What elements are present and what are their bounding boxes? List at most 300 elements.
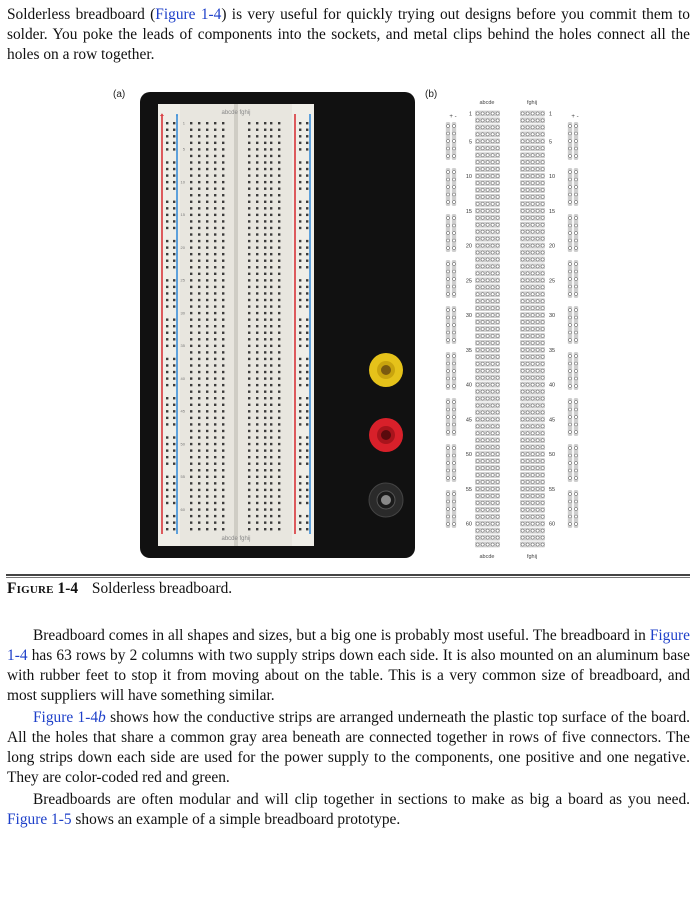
strip-hole — [521, 293, 524, 296]
breadboard-hole — [206, 279, 208, 281]
breadboard-hole — [270, 351, 272, 353]
p2-figure-suffix[interactable]: b — [98, 709, 106, 726]
breadboard-hole — [214, 469, 216, 471]
breadboard-hole — [270, 253, 272, 255]
breadboard-hole — [214, 456, 216, 458]
breadboard-hole — [270, 286, 272, 288]
strip-hole — [521, 536, 524, 539]
breadboard-hole — [198, 430, 200, 432]
breadboard-hole — [270, 495, 272, 497]
breadboard-hole — [222, 502, 224, 504]
figure-label-a: (a) — [113, 89, 126, 100]
supply-hole — [575, 423, 578, 426]
breadboard-hole — [198, 148, 200, 150]
rail-hole — [299, 345, 301, 347]
breadboard-hole — [198, 174, 200, 176]
rail-hole — [166, 299, 168, 301]
breadboard-hole — [256, 436, 258, 438]
breadboard-hole — [248, 345, 250, 347]
strip-hole — [541, 432, 544, 435]
strip-hole — [491, 334, 494, 337]
breadboard-hole — [222, 417, 224, 419]
p2-figure-link[interactable] — [33, 709, 106, 726]
breadboard-hole — [190, 161, 192, 163]
breadboard-hole — [248, 305, 250, 307]
strip-hole — [491, 411, 494, 414]
strip-hole — [486, 522, 489, 525]
strip-hole — [486, 237, 489, 240]
strip-hole — [526, 480, 529, 483]
strip-hole — [531, 188, 534, 191]
strip-hole — [496, 522, 499, 525]
breadboard-hole — [222, 358, 224, 360]
breadboard-hole — [278, 358, 280, 360]
supply-hole — [453, 132, 456, 135]
strip-hole — [476, 473, 479, 476]
breadboard-hole — [264, 129, 266, 131]
breadboard-hole — [206, 528, 208, 530]
breadboard-hole — [222, 181, 224, 183]
supply-hole — [453, 423, 456, 426]
breadboard-hole — [222, 279, 224, 281]
breadboard-hole — [198, 384, 200, 386]
strip-hole — [476, 307, 479, 310]
strip-hole — [496, 251, 499, 254]
strip-hole — [481, 313, 484, 316]
strip-hole — [531, 244, 534, 247]
strip-hole — [526, 286, 529, 289]
rail-hole — [299, 168, 301, 170]
strip-hole — [536, 397, 539, 400]
supply-hole — [569, 523, 572, 526]
rail-hole — [306, 371, 308, 373]
rail-hole — [299, 443, 301, 445]
breadboard-hole — [270, 436, 272, 438]
strip-hole — [531, 202, 534, 205]
breadboard-hole — [270, 364, 272, 366]
breadboard-hole — [198, 318, 200, 320]
breadboard-hole — [270, 194, 272, 196]
breadboard-hole — [248, 299, 250, 301]
breadboard-hole — [264, 495, 266, 497]
breadboard-hole — [278, 273, 280, 275]
breadboard-hole — [214, 436, 216, 438]
strip-hole — [481, 223, 484, 226]
rail-hole — [299, 135, 301, 137]
breadboard-hole — [264, 430, 266, 432]
strip-hole — [526, 508, 529, 511]
supply-hole — [569, 125, 572, 128]
strip-hole — [521, 515, 524, 518]
strip-hole — [541, 487, 544, 490]
strip-hole — [531, 404, 534, 407]
diagram-row-number: 10 — [465, 174, 472, 181]
strip-hole — [531, 494, 534, 497]
strip-hole — [481, 167, 484, 170]
breadboard-hole — [248, 227, 250, 229]
rail-hole — [173, 332, 175, 334]
breadboard-hole — [270, 233, 272, 235]
breadboard-hole — [264, 240, 266, 242]
rail-hole — [306, 246, 308, 248]
breadboard-hole — [206, 135, 208, 137]
breadboard-hole — [198, 351, 200, 353]
rail-hole — [173, 318, 175, 320]
strip-hole — [526, 453, 529, 456]
strip-hole — [531, 293, 534, 296]
breadboard-hole — [270, 521, 272, 523]
strip-hole — [486, 209, 489, 212]
rail-hole — [306, 129, 308, 131]
strip-hole — [531, 258, 534, 261]
strip-hole — [476, 133, 479, 136]
strip-hole — [536, 307, 539, 310]
supply-hole — [453, 362, 456, 365]
rail-hole — [173, 279, 175, 281]
breadboard-hole — [206, 515, 208, 517]
strip-hole — [476, 348, 479, 351]
breadboard-hole — [270, 423, 272, 425]
breadboard-hole — [206, 266, 208, 268]
breadboard-hole — [214, 214, 216, 216]
strip-hole — [481, 453, 484, 456]
rail-hole — [306, 174, 308, 176]
p1-figure-link[interactable]: Figure 1-4 — [7, 627, 690, 664]
breadboard-hole — [206, 456, 208, 458]
strip-hole — [526, 126, 529, 129]
breadboard-hole — [214, 201, 216, 203]
breadboard-hole — [278, 397, 280, 399]
breadboard-hole — [190, 463, 192, 465]
breadboard-hole — [222, 148, 224, 150]
strip-hole — [476, 147, 479, 150]
strip-hole — [481, 230, 484, 233]
rail-hole — [306, 404, 308, 406]
breadboard-hole — [190, 384, 192, 386]
breadboard-hole — [270, 489, 272, 491]
rail-hole — [166, 502, 168, 504]
strip-hole — [496, 133, 499, 136]
supply-hole — [575, 217, 578, 220]
strip-hole — [486, 133, 489, 136]
breadboard-hole — [222, 220, 224, 222]
top-column-letters: abcde fghij — [221, 110, 251, 116]
strip-hole — [536, 126, 539, 129]
strip-hole — [521, 362, 524, 365]
breadboard-hole — [248, 240, 250, 242]
p3-figure-link[interactable]: Figure 1-5 — [7, 811, 72, 828]
strip-hole — [476, 174, 479, 177]
breadboard-hole — [278, 332, 280, 334]
strip-hole — [486, 432, 489, 435]
rail-hole — [173, 489, 175, 491]
breadboard-hole — [222, 174, 224, 176]
strip-hole — [496, 209, 499, 212]
breadboard-hole — [222, 142, 224, 144]
breadboard-hole — [248, 168, 250, 170]
breadboard-hole — [222, 397, 224, 399]
strip-hole — [536, 404, 539, 407]
strip-hole — [531, 439, 534, 442]
rail-hole — [299, 181, 301, 183]
rail-hole — [166, 521, 168, 523]
supply-hole — [447, 523, 450, 526]
strip-hole — [521, 446, 524, 449]
breadboard-hole — [214, 207, 216, 209]
rail-hole — [166, 214, 168, 216]
rail-hole — [306, 423, 308, 425]
rail-hole — [299, 292, 301, 294]
strip-hole — [476, 216, 479, 219]
strip-hole — [486, 480, 489, 483]
strip-hole — [496, 230, 499, 233]
rail-hole — [173, 423, 175, 425]
rail-hole — [299, 332, 301, 334]
strip-hole — [481, 543, 484, 546]
rail-hole — [173, 384, 175, 386]
strip-hole — [481, 181, 484, 184]
breadboard-hole — [264, 286, 266, 288]
strip-hole — [496, 161, 499, 164]
supply-hole — [575, 232, 578, 235]
breadboard-hole — [278, 201, 280, 203]
rail-hole — [299, 174, 301, 176]
strip-hole — [536, 209, 539, 212]
supply-hole — [575, 377, 578, 380]
strip-hole — [536, 418, 539, 421]
strip-hole — [476, 167, 479, 170]
strip-hole — [481, 147, 484, 150]
strip-hole — [526, 272, 529, 275]
strip-hole — [541, 418, 544, 421]
strip-hole — [496, 174, 499, 177]
breadboard-hole — [248, 489, 250, 491]
breadboard-hole — [278, 168, 280, 170]
breadboard-hole — [198, 508, 200, 510]
strip-hole — [476, 154, 479, 157]
caption-rule-top-thin — [6, 577, 690, 578]
rail-hole — [173, 371, 175, 373]
supply-hole — [453, 247, 456, 250]
strip-hole — [481, 376, 484, 379]
strip-hole — [486, 515, 489, 518]
breadboard-hole — [248, 390, 250, 392]
breadboard-hole — [198, 410, 200, 412]
rail-hole — [306, 495, 308, 497]
breadboard-hole — [214, 397, 216, 399]
strip-hole — [531, 133, 534, 136]
strip-hole — [476, 300, 479, 303]
strip-hole — [526, 209, 529, 212]
breadboard-hole — [270, 181, 272, 183]
breadboard-hole — [198, 456, 200, 458]
strip-hole — [476, 383, 479, 386]
strip-hole — [531, 272, 534, 275]
supply-hole — [453, 316, 456, 319]
strip-hole — [481, 307, 484, 310]
strip-hole — [496, 202, 499, 205]
rail-hole — [166, 417, 168, 419]
breadboard-hole — [270, 456, 272, 458]
strip-hole — [531, 167, 534, 170]
rail-hole — [306, 201, 308, 203]
breadboard-hole — [270, 377, 272, 379]
breadboard-hole — [198, 246, 200, 248]
supply-hole — [453, 278, 456, 281]
strip-hole — [481, 237, 484, 240]
p2-figure-ref[interactable]: Figure 1-4 — [33, 709, 99, 726]
supply-hole — [569, 178, 572, 181]
supply-hole — [453, 515, 456, 518]
strip-hole — [531, 453, 534, 456]
breadboard-hole — [222, 476, 224, 478]
breadboard-hole — [198, 397, 200, 399]
breadboard-hole — [278, 142, 280, 144]
rail-hole — [173, 364, 175, 366]
supply-hole — [575, 132, 578, 135]
breadboard-hole — [248, 220, 250, 222]
breadboard-hole — [264, 135, 266, 137]
strip-hole — [476, 320, 479, 323]
rail-hole — [166, 142, 168, 144]
strip-hole — [531, 473, 534, 476]
breadboard-hole — [198, 436, 200, 438]
figure-1-4-link[interactable]: Figure 1-4 — [155, 6, 222, 23]
photo-row-number: 20 — [180, 244, 185, 250]
strip-hole — [496, 383, 499, 386]
intro-paragraph — [7, 5, 690, 65]
breadboard-hole — [264, 273, 266, 275]
breadboard-hole — [278, 318, 280, 320]
strip-hole — [536, 439, 539, 442]
breadboard-hole — [256, 482, 258, 484]
breadboard-hole — [222, 325, 224, 327]
breadboard-hole — [214, 338, 216, 340]
breadboard-hole — [222, 456, 224, 458]
supply-hole — [453, 232, 456, 235]
breadboard-hole — [278, 456, 280, 458]
strip-hole — [476, 202, 479, 205]
strip-hole — [491, 244, 494, 247]
diagram-row-number: 55 — [549, 486, 556, 493]
strip-hole — [521, 279, 524, 282]
strip-hole — [536, 195, 539, 198]
supply-hole — [575, 224, 578, 227]
strip-hole — [536, 181, 539, 184]
breadboard-hole — [190, 129, 192, 131]
strip-hole — [536, 466, 539, 469]
breadboard-hole — [264, 417, 266, 419]
strip-hole — [491, 279, 494, 282]
breadboard-hole — [256, 174, 258, 176]
strip-hole — [526, 244, 529, 247]
breadboard-hole — [256, 142, 258, 144]
breadboard-hole — [222, 423, 224, 425]
figure-label-b: (b) — [425, 89, 438, 100]
breadboard-photo — [140, 92, 415, 558]
strip-hole — [486, 327, 489, 330]
breadboard-hole — [248, 332, 250, 334]
breadboard-hole — [214, 515, 216, 517]
strip-hole — [541, 446, 544, 449]
strip-hole — [486, 313, 489, 316]
rail-hole — [306, 148, 308, 150]
breadboard-hole — [198, 240, 200, 242]
strip-hole — [541, 320, 544, 323]
strip-hole — [496, 459, 499, 462]
supply-hole — [447, 362, 450, 365]
strip-hole — [481, 411, 484, 414]
breadboard-hole — [198, 423, 200, 425]
breadboard-hole — [206, 423, 208, 425]
breadboard-hole — [198, 227, 200, 229]
supply-hole — [575, 339, 578, 342]
supply-hole — [447, 270, 450, 273]
diagram-left-rail-signs: + - — [449, 114, 457, 120]
strip-hole — [531, 446, 534, 449]
supply-hole — [453, 355, 456, 358]
rail-hole — [173, 299, 175, 301]
strip-hole — [541, 188, 544, 191]
rail-hole — [173, 148, 175, 150]
breadboard-hole — [248, 129, 250, 131]
breadboard-hole — [206, 489, 208, 491]
breadboard-hole — [278, 351, 280, 353]
supply-hole — [447, 125, 450, 128]
breadboard-hole — [214, 332, 216, 334]
breadboard-hole — [264, 463, 266, 465]
strip-hole — [476, 411, 479, 414]
breadboard-hole — [198, 515, 200, 517]
breadboard-hole — [248, 463, 250, 465]
breadboard-hole — [222, 246, 224, 248]
rail-hole — [299, 266, 301, 268]
strip-hole — [531, 515, 534, 518]
breadboard-hole — [270, 508, 272, 510]
rail-hole — [306, 384, 308, 386]
strip-hole — [526, 536, 529, 539]
strip-hole — [521, 355, 524, 358]
supply-hole — [453, 178, 456, 181]
breadboard-hole — [270, 502, 272, 504]
breadboard-hole — [222, 155, 224, 157]
breadboard-hole — [270, 260, 272, 262]
rail-hole — [166, 528, 168, 530]
strip-hole — [476, 487, 479, 490]
supply-hole — [453, 140, 456, 143]
breadboard-hole — [206, 476, 208, 478]
supply-hole — [569, 508, 572, 511]
breadboard-hole — [264, 423, 266, 425]
supply-hole — [575, 309, 578, 312]
breadboard-hole — [206, 358, 208, 360]
strip-hole — [496, 404, 499, 407]
strip-hole — [476, 494, 479, 497]
supply-hole — [575, 385, 578, 388]
supply-hole — [447, 232, 450, 235]
breadboard-hole — [206, 443, 208, 445]
rail-hole — [173, 220, 175, 222]
strip-hole — [531, 126, 534, 129]
rail-hole — [173, 377, 175, 379]
strip-hole — [486, 195, 489, 198]
supply-hole — [453, 309, 456, 312]
supply-hole — [575, 454, 578, 457]
breadboard-hole — [256, 227, 258, 229]
breadboard-hole — [278, 423, 280, 425]
breadboard-hole — [270, 174, 272, 176]
supply-hole — [447, 423, 450, 426]
